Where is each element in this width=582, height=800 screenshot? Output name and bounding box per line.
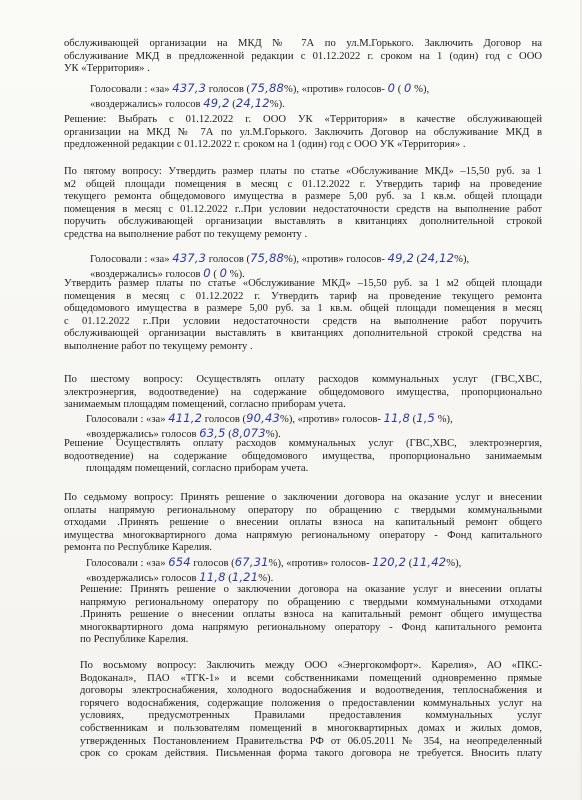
text-line: отходами .Принять решение о внесении оплаты взноса на капитальный ремонт общего xyxy=(64,517,542,529)
text-line: многоквартирного дома напрямую региональному оператору - Фонд капитального ремонта xyxy=(80,621,542,633)
text-line: имущества многоквартирного дома напрямую региональному оператору - Фонд капитального xyxy=(64,529,542,541)
text-line: обслуживающей организации выставлять в квитанциях дополнительной строкой средства на xyxy=(64,328,542,340)
text-line: напрямую региональному оператору по обращению с твердыми коммунальными отходами xyxy=(80,596,542,608)
vote-against-label: %), «против» голосов- xyxy=(284,254,385,265)
text-line: Решение Осуществлять оплату расходов коммунальных услуг (ГВС,ХВС, электроэнергия, xyxy=(64,438,542,449)
vote-tail: %). xyxy=(269,98,285,110)
text-line: Решение: Выбрать с 01.12.2022 г. ООО УК «Территория» в качестве обслуживающей xyxy=(64,114,542,125)
handwritten-votes: 0 xyxy=(203,265,211,280)
handwritten-votes: 11,8 xyxy=(383,411,410,425)
vote-line-abstain: «воздержались» голосов 0 ( 0 %). xyxy=(90,265,245,280)
text-line: водоотведение) на содержание общедомового имущества, пропорционально занимаемым xyxy=(64,450,542,462)
handwritten-votes: 49,2 xyxy=(203,95,230,110)
handwritten-pct: 1,5 xyxy=(416,411,436,425)
text-line: обслуживание МКД в предложенной редакции с 01.12.2022 г. сроком на 1 (один) год с ООО xyxy=(64,50,542,62)
vote-unit: голосов xyxy=(161,572,197,584)
vote-line-abstain: «воздержались» голосов 49,2 (24,12%). xyxy=(90,95,285,110)
text-line: текущего ремонта общедомового имущества в размере 5,00 руб. за 1 кв.м. общей площади xyxy=(64,191,542,203)
q4-votes xyxy=(90,82,550,111)
handwritten-pct: 1,21 xyxy=(231,569,259,584)
handwritten-votes: 63,5 xyxy=(199,425,226,440)
text-line: площадям помещений, согласно приборам учета. xyxy=(86,463,309,475)
vote-against-label: %), «против» голосов- xyxy=(280,414,381,425)
vote-label: Голосовали : «за» xyxy=(86,558,166,569)
text-line: помещения в месяц с 01.12.2022 г. Утвердить тариф на проведение текущего ремонта xyxy=(64,290,542,302)
text-line: выполнение работ по текущему ремонту . xyxy=(64,340,253,352)
q7-decision xyxy=(80,584,542,647)
handwritten-votes: 437,3 xyxy=(172,81,207,95)
text-line: с 01.12.2022 г..При условии недостаточности средств на выполнение работ поручить xyxy=(64,315,542,327)
text-line: По шестому вопросу: Осуществлять оплату расходов коммунальных услуг (ГВС,ХВС, xyxy=(64,374,542,385)
handwritten-pct: 8,073 xyxy=(231,425,266,440)
vote-label: «воздержались» xyxy=(86,572,159,584)
text-line: По восьмому вопросу: Заключить между ООО «Энергокомфорт». Карелия», АО «ПКС- xyxy=(80,660,542,671)
text-line: условиях, предусмотренных Правилами предоставления коммунальных услуг xyxy=(80,710,542,722)
vote-tail: %). xyxy=(265,428,281,440)
q6-decision xyxy=(64,438,542,476)
q7-votes xyxy=(86,556,550,585)
text-line: ремонта по Республике Карелия. xyxy=(64,542,213,554)
text-line: предложенной редакции с 01.12.2022 г. сроком на 1 (один) год с ООО УК «Территория» . xyxy=(64,139,466,151)
vote-tail: %). xyxy=(229,268,245,280)
vote-label: Голосовали : «за» xyxy=(86,414,166,425)
vote-unit: голосов xyxy=(208,254,244,265)
vote-unit: голосов xyxy=(165,98,201,110)
handwritten-pct: 0 xyxy=(403,81,412,95)
vote-line-for: Голосовали : «за» 411,2 голосов (90,43%), «против» голосов- 11,8 (1,5 %), xyxy=(86,411,453,425)
handwritten-votes: 411,2 xyxy=(168,411,203,425)
text-line: поручить обслуживающей организации выставлять в квитанциях дополнительной строкой xyxy=(64,216,542,228)
text-line: средства на выполнение работ по текущему ремонту . xyxy=(64,228,308,240)
vote-line-for: Голосовали : «за» 437,3 голосов (75,88%), «против» голосов- 49,2 (24,12%), xyxy=(90,251,470,265)
handwritten-pct: 67,31 xyxy=(234,555,269,569)
handwritten-votes: 120,2 xyxy=(372,555,407,569)
handwritten-pct: 75,88 xyxy=(250,81,284,95)
q5-decision xyxy=(64,278,542,354)
handwritten-votes: 654 xyxy=(168,555,191,569)
vote-unit: голосов xyxy=(204,414,240,425)
q4-tail xyxy=(64,38,542,76)
text-line: оплаты напрямую региональному оператору по обращению с твердыми коммунальными xyxy=(64,504,542,516)
text-line: обслуживающей организации на МКД № 7А по ул.М.Горького. Заключить Договор на xyxy=(64,38,542,49)
q4-decision xyxy=(64,114,542,152)
text-line: УК «Территория» . xyxy=(64,63,150,75)
text-line: электроэнергия, водоотведение) на содержание общедомового имущества, пропорционально xyxy=(64,386,542,398)
text-line: утвержденных Постановлением Правительства РФ от 06.05.2011 № 354, на неопределенный xyxy=(80,735,542,747)
q7-question xyxy=(64,492,542,555)
text-line: срок со срокам действия. Письменная форма такого договора не требуется. Вносить плату xyxy=(80,748,542,760)
vote-line-for: Голосовали : «за» 437,3 голосов (75,88%), «против» голосов- 0 ( 0 %), xyxy=(90,81,430,95)
text-line: по Республике Карелия. xyxy=(80,634,189,646)
vote-label: «воздержались» xyxy=(86,428,159,440)
text-line: помещения в месяц с 01.12.2022 г..При условии недостаточности средств на выполнение работ xyxy=(64,203,542,215)
handwritten-pct: 0 xyxy=(219,265,228,280)
text-line: собственникам и пользователям помещений в многоквартирных домах и жилых домов, xyxy=(80,722,542,734)
text-line: организации на МКД № 7А по ул.М.Горького. Заключить Договор на обслуживание МКД в xyxy=(64,126,542,138)
vote-label: Голосовали : «за» xyxy=(90,84,170,95)
vote-label: «воздержались» xyxy=(90,98,163,110)
vote-line-abstain: «воздержались» голосов 63,5 (8,073%). xyxy=(86,425,281,440)
text-line: занимаемым площадям помещений, согласно приборам учета. xyxy=(64,399,346,411)
text-line: договоры электроснабжения, холодного водоснабжения и водоотведения, теплоснабжения и xyxy=(80,685,542,697)
q6-votes xyxy=(86,412,550,441)
handwritten-votes: 49,2 xyxy=(387,251,414,265)
vote-line-abstain: «воздержались» голосов 11,8 (1,21%). xyxy=(86,569,274,584)
handwritten-pct: 24,12 xyxy=(235,95,270,110)
vote-tail: %), xyxy=(446,558,462,569)
vote-tail: %). xyxy=(258,572,274,584)
q5-question xyxy=(64,166,542,242)
text-line: .Принять решение о внесении оплаты взноса на капитальный ремонт общего имущества xyxy=(80,609,542,621)
vote-unit: голосов xyxy=(193,558,229,569)
handwritten-pct: 90,43 xyxy=(246,411,280,425)
vote-unit: голосов xyxy=(165,268,201,280)
q8-question xyxy=(80,660,542,761)
vote-tail: %), xyxy=(454,254,470,265)
text-line: Решение: Принять решение о заключении договора на оказание услуг и внесении оплаты xyxy=(80,584,542,595)
text-line: общедомового имущества в размере 5,00 руб. за 1 кв.м. общей площади помещения в месяц xyxy=(64,303,542,315)
text-line: По седьмому вопросу: Принять решение о заключении договора на оказание услуг и внесении xyxy=(64,492,542,503)
q6-question xyxy=(64,374,542,412)
text-line: горячего водоснабжения, содержащие положения о предоставлении коммунальных услуг на xyxy=(80,697,542,709)
vote-label: «воздержались» xyxy=(90,268,163,280)
vote-label: Голосовали : «за» xyxy=(90,254,170,265)
vote-tail: %), xyxy=(437,414,453,425)
text-line: м2 общей площади помещения в месяц с 01.12.2022 г. Утвердить тариф на проведение xyxy=(64,178,542,190)
handwritten-votes: 437,3 xyxy=(172,251,207,265)
vote-against-label: %), «против» голосов- xyxy=(284,84,385,95)
handwritten-pct: 24,12 xyxy=(420,251,455,265)
vote-line-for: Голосовали : «за» 654 голосов (67,31%), «против» голосов- 120,2 (11,42%), xyxy=(86,555,462,569)
q5-votes xyxy=(90,252,550,281)
text-line: Утвердить размер платы по статье «Обслуживание МКД» –15,50 руб. за 1 м2 общей площади xyxy=(64,278,542,289)
vote-against-label: %), «против» голосов- xyxy=(268,558,370,569)
text-line: По пятому вопросу: Утвердить размер платы по статье «Обслуживание МКД» –15,50 руб. за 1 xyxy=(64,166,542,177)
vote-unit: голосов xyxy=(208,84,244,95)
handwritten-pct: 75,88 xyxy=(250,251,284,265)
vote-unit: голосов xyxy=(161,428,197,440)
handwritten-votes: 0 xyxy=(387,81,396,95)
vote-tail: %), xyxy=(414,84,430,95)
text-line: Водоканал», ПАО «ТГК-1» и всеми собственниками помещений одновременно прямые xyxy=(80,672,542,684)
handwritten-votes: 11,8 xyxy=(199,569,226,584)
handwritten-pct: 11,42 xyxy=(412,555,447,569)
